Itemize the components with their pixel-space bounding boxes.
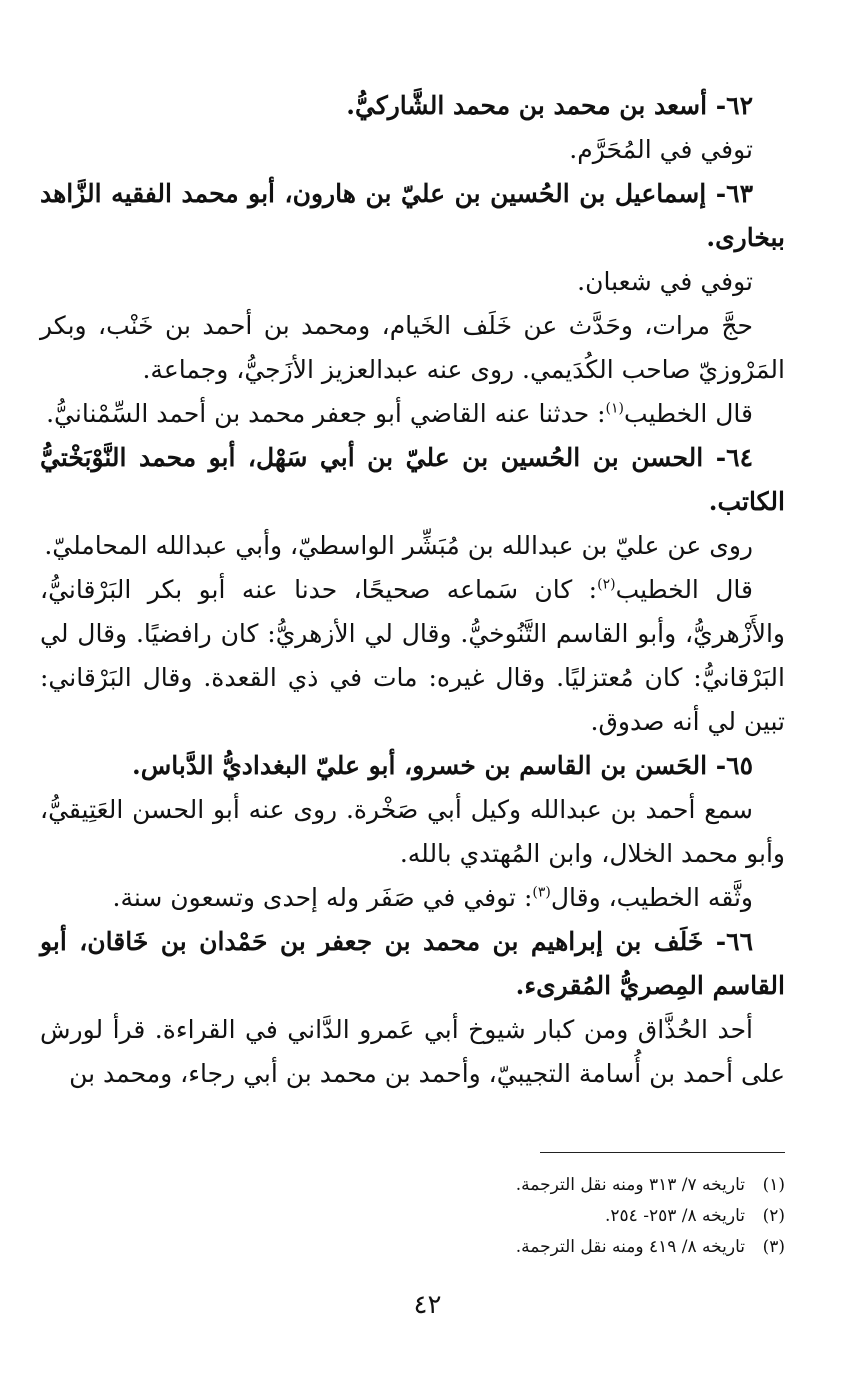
entry-paragraph: روى عن عليّ بن عبدالله بن مُبَشِّر الواسطيّ، وأبي عبدالله المحامليّ.	[44, 531, 753, 560]
footnote-divider	[540, 1152, 785, 1153]
entry-paragraph	[40, 392, 785, 436]
footnote-item	[300, 1170, 785, 1201]
footnote-item	[300, 1232, 785, 1263]
paragraph-text: وثَّقه الخطيب، وقال	[550, 883, 753, 912]
entry-paragraph	[40, 568, 785, 744]
page-number: ٤٢	[413, 1290, 442, 1320]
entry-paragraph: سمع أحمد بن عبدالله وكيل أبي صَخْرة. روى عنه أبو الحسن العَتِيقيُّ، وأبو محمد الخلال، وابن المُهتدي بالله.	[40, 795, 785, 868]
entry-heading: ٦٤- الحسن بن الحُسين بن عليّ بن أبي سَهْل، أبو محمد النَّوْبَخْتيُّ الكاتب.	[40, 443, 785, 516]
paragraph-text: : توفي في صَفَر وله إحدى وتسعون سنة.	[112, 883, 533, 912]
entry-paragraph	[40, 876, 785, 920]
footnote-number: (٣)	[762, 1237, 785, 1257]
footnote-item	[300, 1201, 785, 1232]
entry-heading: ٦٣- إسماعيل بن الحُسين بن عليّ بن هارون، أبو محمد الفقيه الزَّاهد ببخارى.	[40, 179, 785, 252]
main-text	[40, 84, 785, 1096]
paragraph-text: : كان سَماعه صحيحًا، حدنا عنه أبو بكر البَرْقانيُّ، والأَزْهريُّ، وأبو القاسم التَّنُوخيُّ. وقال لي الأزهريُّ: كان رافضيًا. وقال لي البَرْقانيُّ: كان مُعتزليًا. وقال غيره: مات في ذي القعدة. وقال البَرْقاني: تبين لي أنه صدوق.	[40, 575, 785, 736]
entry-paragraph: توفي في شعبان.	[577, 267, 753, 296]
entry-heading: ٦٦- خَلَف بن إبراهيم بن محمد بن جعفر بن حَمْدان بن خَاقان، أبو القاسم المِصريُّ المُقرىء.	[40, 927, 785, 1000]
footnote-reference[interactable]: (٣)	[532, 884, 551, 901]
footnote-reference[interactable]: (٢)	[597, 576, 616, 593]
footnote-text: تاريخه ٨/ ٢٥٣- ٢٥٤.	[605, 1206, 745, 1226]
footnote-reference[interactable]: (١)	[605, 400, 625, 417]
entry-heading: ٦٥- الحَسن بن القاسم بن خسرو، أبو عليّ البغداديُّ الدَّباس.	[132, 751, 753, 780]
entry-heading: ٦٢- أسعد بن محمد بن محمد الشَّاركيُّ.	[346, 91, 753, 120]
footnote-text: تاريخه ٨/ ٤١٩ ومنه نقل الترجمة.	[515, 1237, 745, 1257]
footnotes	[300, 1170, 785, 1263]
footnote-text: تاريخه ٧/ ٣١٣ ومنه نقل الترجمة.	[515, 1175, 745, 1195]
paragraph-text: قال الخطيب	[624, 399, 753, 428]
paragraph-text: قال الخطيب	[615, 575, 753, 604]
footnote-number: (٢)	[762, 1206, 785, 1226]
entry-paragraph: توفي في المُحَرَّم.	[569, 135, 753, 164]
footnote-number: (١)	[762, 1175, 785, 1195]
entry-paragraph: أحد الحُذَّاق ومن كبار شيوخ أبي عَمرو الدَّاني في القراءة. قرأ لورش على أحمد بن أُسامة التجيبيّ، وأحمد بن محمد بن أبي رجاء، ومحمد بن	[40, 1015, 785, 1088]
paragraph-text: : حدثنا عنه القاضي أبو جعفر محمد بن أحمد السِّمْنانيُّ.	[46, 399, 606, 428]
entry-paragraph: حجَّ مرات، وحَدَّث عن خَلَف الخَيام، ومحمد بن أحمد بن خَنْب، وبكر المَرْوزيّ صاحب الكُدَيمي. روى عنه عبدالعزيز الأزَجيُّ، وجماعة.	[40, 311, 785, 384]
